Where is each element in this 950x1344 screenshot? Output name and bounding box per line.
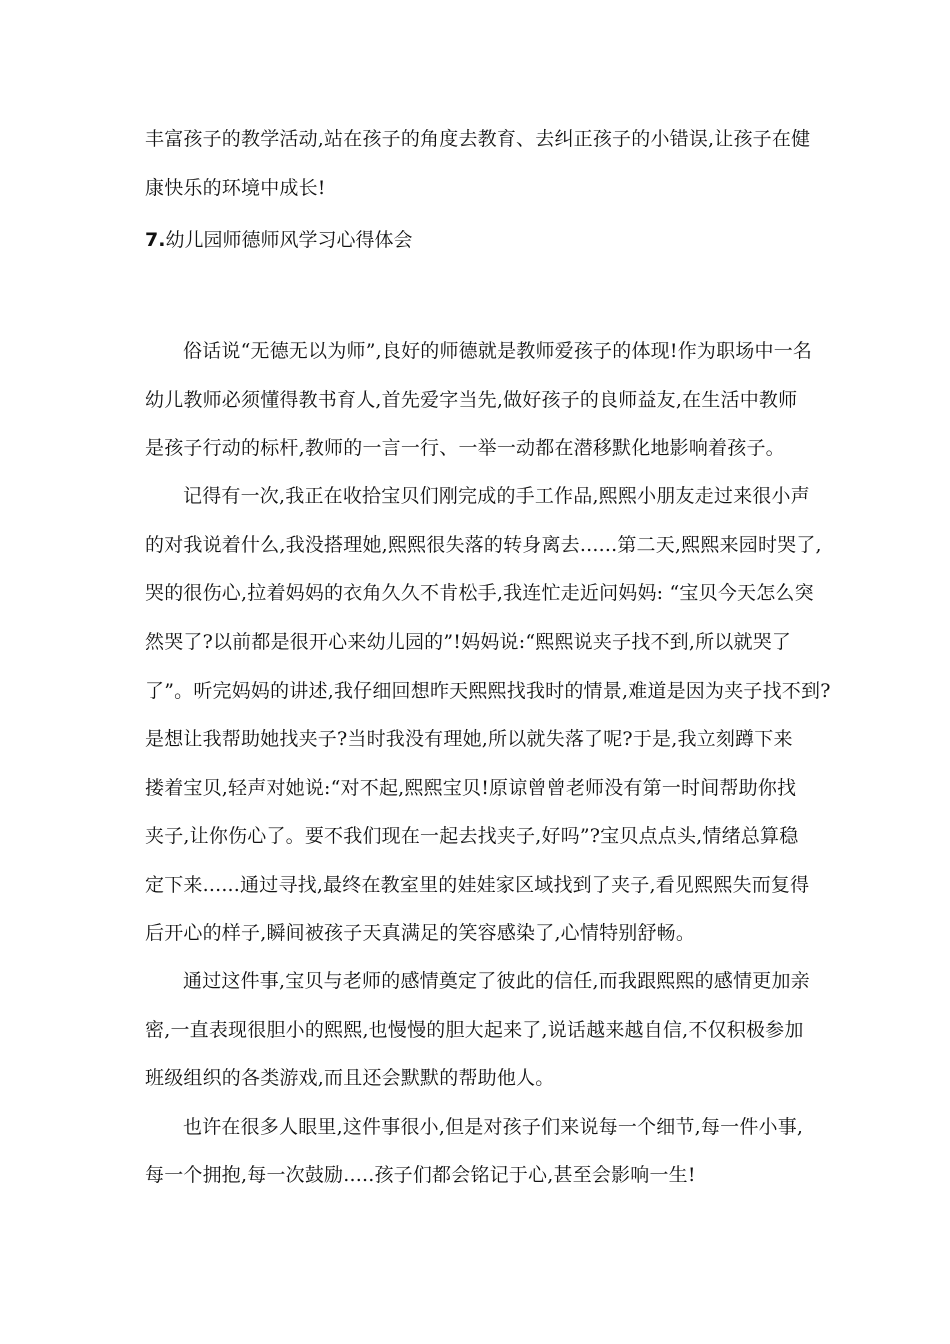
paragraph-line: 搂着宝贝,轻声对她说:“对不起,熙熙宝贝!原谅曾曾老师没有第一时间帮助你找 (145, 777, 797, 799)
paragraph-line: 定下来......通过寻找,最终在教室里的娃娃家区域找到了夹子,看见熙熙失而复得 (145, 874, 810, 896)
paragraph-line: 班级组织的各类游戏,而且还会默默的帮助他人。 (145, 1067, 555, 1089)
paragraph-line: 每一个拥抱,每一次鼓励.....孩子们都会铭记于心,甚至会影响一生! (145, 1164, 696, 1186)
body-line: 丰富孩子的教学活动,站在孩子的角度去教育、去纠正孩子的小错误,让孩子在健 (145, 128, 811, 150)
paragraph-line: 幼儿教师必须懂得教书育人,首先爱字当先,做好孩子的良师益友,在生活中教师 (145, 389, 798, 411)
paragraph-line: 的对我说着什么,我没搭理她,熙熙很失落的转身离去......第二天,熙熙来园时哭了, (145, 534, 822, 556)
section-title: 幼儿园师德师风学习心得体会 (165, 229, 413, 251)
paragraph-line: 然哭了?以前都是很开心来幼儿园的”!妈妈说:“熙熙说夹子找不到,所以就哭了 (145, 631, 792, 653)
paragraph-line: 通过这件事,宝贝与老师的感情奠定了彼此的信任,而我跟熙熙的感情更加亲 (183, 970, 810, 992)
paragraph-line: 俗话说“无德无以为师”,良好的师德就是教师爱孩子的体现!作为职场中一名 (183, 340, 813, 362)
paragraph-line: 哭的很伤心,拉着妈妈的衣角久久不肯松手,我连忙走近问妈妈: “宝贝今天怎么突 (145, 582, 814, 604)
paragraph-line: 夹子,让你伤心了。要不我们现在一起去找夹子,好吗”?宝贝点点头,情绪总算稳 (145, 825, 799, 847)
body-line: 康快乐的环境中成长! (145, 177, 326, 199)
paragraph-line: 是孩子行动的标杆,教师的一言一行、一举一动都在潜移默化地影响着孩子。 (145, 437, 785, 459)
section-heading (145, 228, 412, 252)
paragraph-line: 也许在很多人眼里,这件事很小,但是对孩子们来说每一个细节,每一件小事, (183, 1116, 804, 1138)
section-number: 7. (145, 229, 166, 251)
paragraph-line: 后开心的样子,瞬间被孩子天真满足的笑容感染了,心情特别舒畅。 (145, 922, 696, 944)
paragraph-line: 密,一直表现很胆小的熙熙,也慢慢的胆大起来了,说话越来越自信,不仅积极参加 (145, 1019, 804, 1041)
paragraph-line: 了”。听完妈妈的讲述,我仔细回想昨天熙熙找我时的情景,难道是因为夹子找不到? (145, 680, 831, 702)
paragraph-line: 记得有一次,我正在收拾宝贝们刚完成的手工作品,熙熙小朋友走过来很小声 (183, 485, 810, 507)
paragraph-line: 是想让我帮助她找夹子?当时我没有理她,所以就失落了呢?于是,我立刻蹲下来 (145, 728, 793, 750)
